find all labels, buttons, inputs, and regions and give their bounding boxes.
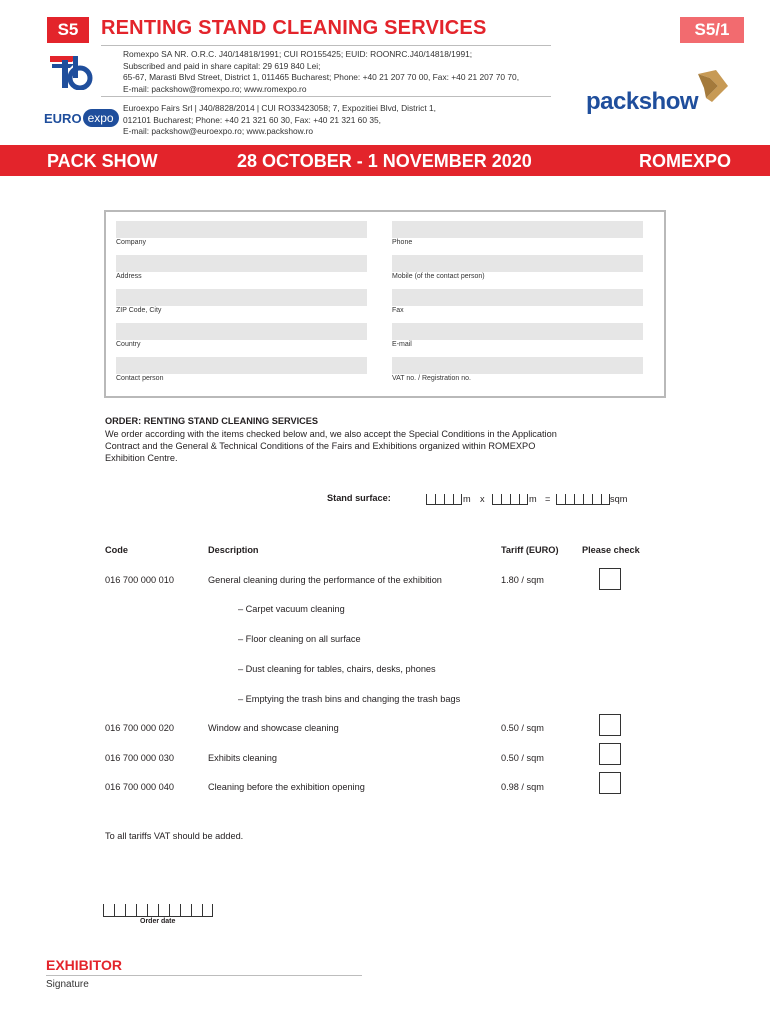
phone-field[interactable] [392, 221, 643, 238]
page-code: S5/1 [694, 20, 730, 39]
order-date-label: Order date [140, 918, 176, 925]
contact-person-label: Contact person [116, 375, 164, 382]
email-field[interactable] [392, 323, 643, 340]
subitem: – Dust cleaning for tables, chairs, desks, phones [238, 664, 436, 674]
romexpo-logo [48, 50, 96, 90]
zip-city-field[interactable] [116, 289, 367, 306]
phone-label: Phone [392, 239, 413, 246]
packshow-box-icon [694, 68, 732, 108]
divider [101, 45, 551, 46]
subitem: – Emptying the trash bins and changing the trash bags [238, 694, 461, 704]
packshow-logo-text: packshow [586, 88, 699, 115]
order-terms [105, 428, 665, 464]
fax-field[interactable] [392, 289, 643, 306]
signature-line [46, 975, 362, 976]
equals-sign: = [545, 494, 551, 504]
zip-city-label: ZIP Code, City [116, 307, 162, 314]
exhibits-cleaning-checkbox[interactable] [599, 743, 621, 765]
address-field[interactable] [116, 255, 367, 272]
row-code: 016 700 000 040 [105, 782, 174, 792]
event-venue: ROMEXPO [639, 151, 732, 171]
row-description: Window and showcase cleaning [208, 723, 339, 733]
row-description: Cleaning before the exhibition opening [208, 782, 365, 792]
mobile-field[interactable] [392, 255, 643, 272]
euroexpo-line: E-mail: packshow@euroexpo.ro; www.packshow.ro [123, 126, 314, 136]
subitem: – Floor cleaning on all surface [238, 634, 361, 644]
order-date-input[interactable] [103, 904, 213, 917]
multiply-sign: x [480, 494, 485, 504]
row-tariff: 0.98 / sqm [501, 782, 544, 792]
row-code: 016 700 000 020 [105, 723, 174, 733]
email-label: E-mail [392, 341, 412, 348]
romexpo-line: E-mail: packshow@romexpo.ro; www.romexpo.ro [123, 83, 307, 94]
euroexpo-logo-text-a: EURO [44, 110, 82, 126]
romexpo-line: Subscribed and paid in share capital: 29 619 840 Lei; [123, 60, 321, 71]
vat-label: VAT no. / Registration no. [392, 375, 471, 382]
general-cleaning-checkbox[interactable] [599, 568, 621, 590]
section-badge [47, 17, 89, 43]
vat-field[interactable] [392, 357, 643, 374]
vat-note: To all tariffs VAT should be added. [105, 831, 244, 841]
column-code: Code [105, 545, 128, 555]
euroexpo-logo-text-b: expo [83, 109, 119, 127]
unit-m: m [463, 494, 471, 504]
euroexpo-line: 012101 Bucharest; Phone: +40 21 321 60 30, Fax: +40 21 321 60 35, [123, 114, 381, 125]
row-tariff: 0.50 / sqm [501, 723, 544, 733]
unit-sqm: sqm [610, 494, 628, 504]
romexpo-line: 65-67, Marasti Blvd Street, District 1, 011465 Bucharest; Phone: +40 21 207 70 00, Fax: +40 21 207 70 70, [123, 72, 520, 82]
company-label: Company [116, 239, 146, 246]
address-label: Address [116, 273, 142, 280]
window-cleaning-checkbox[interactable] [599, 714, 621, 736]
packshow-logo [586, 66, 746, 122]
column-check: Please check [582, 545, 640, 555]
stand-surface-label: Stand surface: [327, 493, 391, 503]
country-label: Country [116, 341, 141, 348]
order-heading: ORDER: RENTING STAND CLEANING SERVICES [105, 416, 319, 426]
order-terms-line: Exhibition Centre. [105, 453, 178, 463]
row-tariff: 0.50 / sqm [501, 753, 544, 763]
section-code: S5 [57, 20, 79, 39]
contact-person-field[interactable] [116, 357, 367, 374]
stand-width-input[interactable] [492, 494, 528, 505]
pre-opening-cleaning-checkbox[interactable] [599, 772, 621, 794]
stand-area-input[interactable] [556, 494, 610, 505]
row-description: General cleaning during the performance of the exhibition [208, 575, 442, 585]
order-terms-line: Contract and the General & Technical Conditions of the Fairs and Exhibitions organized within ROMEXPO [105, 441, 536, 451]
romexpo-info [123, 49, 563, 95]
page-code-badge [680, 17, 744, 43]
mobile-label: Mobile (of the contact person) [392, 273, 485, 280]
fax-label: Fax [392, 307, 404, 314]
row-code: 016 700 000 030 [105, 753, 174, 763]
company-field[interactable] [116, 221, 367, 238]
euroexpo-logo [44, 107, 119, 129]
exhibitor-heading: EXHIBITOR [46, 957, 122, 973]
subitem: – Carpet vacuum cleaning [238, 604, 345, 614]
divider [101, 96, 551, 97]
signature-label: Signature [46, 979, 89, 990]
order-terms-line: We order according with the items checked below and, we also accept the Special Conditions in the Application [105, 429, 557, 439]
country-field[interactable] [116, 323, 367, 340]
event-banner [0, 145, 770, 176]
romexpo-line: Romexpo SA NR. O.R.C. J40/14818/1991; CUI RO155425; EUID: ROONRC.J40/14818/1991; [123, 49, 473, 59]
page-title: RENTING STAND CLEANING SERVICES [101, 17, 487, 39]
euroexpo-line: Euroexpo Fairs Srl | J40/8828/2014 | CUI RO33423058; 7, Expozitiei Blvd, District 1, [123, 103, 436, 113]
unit-m: m [529, 494, 537, 504]
romexpo-logo-icon [48, 50, 96, 90]
row-code: 016 700 000 010 [105, 575, 174, 585]
stand-length-input[interactable] [426, 494, 462, 505]
column-description: Description [208, 545, 259, 555]
euroexpo-info [123, 103, 563, 138]
event-name: PACK SHOW [47, 151, 158, 171]
row-tariff: 1.80 / sqm [501, 575, 544, 585]
event-dates: 28 OCTOBER - 1 NOVEMBER 2020 [237, 151, 532, 171]
column-tariff: Tariff (EURO) [501, 545, 559, 555]
row-description: Exhibits cleaning [208, 753, 277, 763]
